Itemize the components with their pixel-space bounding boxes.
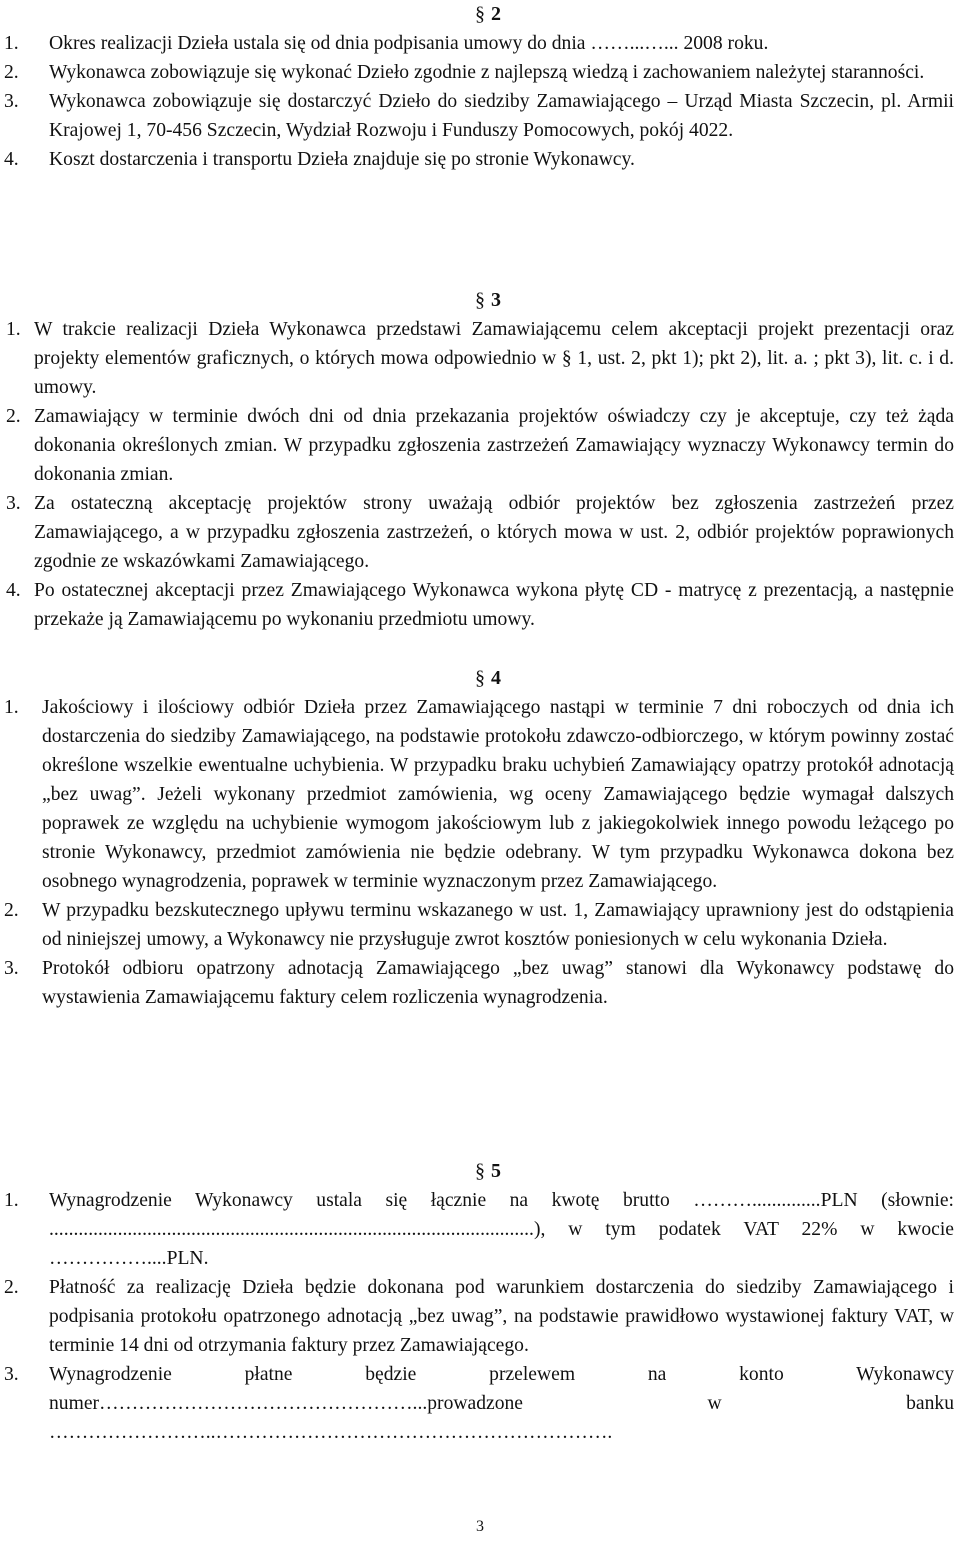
item-text: Wynagrodzenie Wykonawcy ustala się łącznie na kwotę brutto ………..............PLN (słownie: ...................................................................................................), w tym podatek VAT 22% w kwocie ……………....PLN. bbox=[49, 1190, 954, 1269]
item-number: 4. bbox=[4, 149, 19, 170]
list-item bbox=[0, 1273, 960, 1360]
item-number: 2. bbox=[4, 1277, 19, 1298]
section-number: 4 bbox=[491, 667, 501, 689]
item-number: 2. bbox=[4, 62, 19, 83]
list-item bbox=[0, 954, 960, 1012]
paragraph-symbol: § bbox=[475, 289, 485, 311]
section-number: 5 bbox=[491, 1160, 501, 1182]
section-2 bbox=[0, 0, 960, 174]
item-text: Po ostatecznej akceptacji przez Zmawiającego Wykonawca wykona płytę CD - matrycę z prezentacją, a następnie przekaże ją Zamawiającemu po wykonaniu przedmiotu umowy. bbox=[34, 580, 954, 630]
item-number: 1. bbox=[4, 1190, 19, 1211]
item-text: Płatność za realizację Dzieła będzie dokonana pod warunkiem dostarczenia do siedziby Zamawiającego i podpisania protokołu opatrzonego adnotacją „bez uwag”, na podstawie prawidłowo wystawionej faktury VAT, w terminie 14 dni od otrzymania faktury przez Zamawiającego. bbox=[49, 1277, 954, 1356]
list-item bbox=[0, 402, 960, 489]
section-heading bbox=[0, 0, 960, 29]
item-number: 1. bbox=[4, 33, 19, 54]
item-text: Zamawiający w terminie dwóch dni od dnia przekazania projektów oświadczy czy je akceptuje, czy też żąda dokonania określonych zmian. W przypadku zgłoszenia zastrzeżeń Zamawiający wyznaczy Wykonawcy termin do dokonania zmian. bbox=[34, 406, 954, 485]
section-number: 2 bbox=[491, 3, 501, 25]
item-text: Wykonawca zobowiązuje się dostarczyć Dzieło do siedziby Zamawiającego – Urząd Miasta Szczecin, pl. Armii Krajowej 1, 70-456 Szczecin, Wydział Rozwoju i Funduszy Pomocowych, pokój 4022. bbox=[49, 91, 954, 141]
list-item bbox=[0, 896, 960, 954]
item-number: 3. bbox=[4, 1364, 19, 1385]
section-heading bbox=[0, 664, 960, 693]
list-item bbox=[0, 29, 960, 58]
list-item bbox=[0, 693, 960, 896]
paragraph-symbol: § bbox=[475, 1160, 485, 1182]
section-number: 3 bbox=[491, 289, 501, 311]
list-item bbox=[0, 87, 960, 145]
section-5 bbox=[0, 1157, 960, 1447]
list-item bbox=[0, 489, 960, 576]
item-number: 4. bbox=[6, 580, 21, 601]
item-text: W trakcie realizacji Dzieła Wykonawca przedstawi Zamawiającemu celem akceptacji projekt prezentacji oraz projekty elementów graficznych, o których mowa odpowiednio w § 1, ust. 2, pkt 1); pkt 2), lit. a. ; pkt 3), lit. c. i d. umowy. bbox=[34, 319, 954, 398]
paragraph-symbol: § bbox=[475, 667, 485, 689]
section-heading bbox=[0, 286, 960, 315]
item-number: 2. bbox=[6, 406, 21, 427]
list-item bbox=[0, 145, 960, 174]
item-text: Wykonawca zobowiązuje się wykonać Dzieło zgodnie z najlepszą wiedzą i zachowaniem należytej staranności. bbox=[49, 62, 925, 83]
page-number: 3 bbox=[476, 1518, 484, 1535]
paragraph-symbol: § bbox=[475, 3, 485, 25]
section-4 bbox=[0, 664, 960, 1012]
section-items bbox=[0, 1186, 960, 1447]
list-item bbox=[0, 315, 960, 402]
section-3 bbox=[0, 286, 960, 634]
item-number: 1. bbox=[6, 319, 21, 340]
item-number: 3. bbox=[6, 493, 21, 514]
item-text: Okres realizacji Dzieła ustala się od dnia podpisania umowy do dnia ……...…... 2008 roku. bbox=[49, 33, 769, 54]
item-text: Wynagrodzenie płatne będzie przelewem na konto Wykonawcy numer…………………………………………...prowadzone w banku ……………………..……………………………………………………. bbox=[49, 1364, 954, 1443]
item-text: Protokół odbioru opatrzony adnotacją Zamawiającego „bez uwag” stanowi dla Wykonawcy podstawę do wystawienia Zamawiającemu faktury celem rozliczenia wynagrodzenia. bbox=[42, 958, 954, 1008]
section-heading bbox=[0, 1157, 960, 1186]
item-text: Koszt dostarczenia i transportu Dzieła znajduje się po stronie Wykonawcy. bbox=[49, 149, 635, 170]
item-number: 1. bbox=[4, 697, 19, 718]
list-item bbox=[0, 1186, 960, 1273]
list-item bbox=[0, 1360, 960, 1447]
item-text: Za ostateczną akceptację projektów strony uważają odbiór projektów bez zgłoszenia zastrzeżeń przez Zamawiającego, a w przypadku zgłoszenia zastrzeżeń, o których mowa w ust. 2, odbiór projektów poprawionych zgodnie ze wskazówkami Zamawiającego. bbox=[34, 493, 954, 572]
section-items bbox=[0, 693, 960, 1012]
item-text: W przypadku bezskutecznego upływu terminu wskazanego w ust. 1, Zamawiający uprawniony jest do odstąpienia od niniejszej umowy, a Wykonawcy nie przysługuje zwrot kosztów poniesionych w celu wykonania Dzieła. bbox=[42, 900, 954, 950]
list-item bbox=[0, 58, 960, 87]
item-number: 3. bbox=[4, 91, 19, 112]
item-number: 2. bbox=[4, 900, 19, 921]
item-number: 3. bbox=[4, 958, 19, 979]
section-items bbox=[0, 29, 960, 174]
list-item bbox=[0, 576, 960, 634]
section-items bbox=[0, 315, 960, 634]
item-text: Jakościowy i ilościowy odbiór Dzieła przez Zamawiającego nastąpi w terminie 7 dni roboczych od dnia ich dostarczenia do siedziby Zamawiającego, na podstawie protokołu zdawczo-odbiorczego, w którym powinny zostać określone wszelkie ewentualne uchybienia. W przypadku braku uchybień Zamawiający opatrzy protokół adnotacją „bez uwag”. Jeżeli wykonany przedmiot zamówienia, wg oceny Zamawiającego będzie wymagał dalszych poprawek ze względu na uchybienie wymogom jakościowym lub z jakiegokolwiek innego powodu leżącego po stronie Wykonawcy, przedmiot zamówienia nie będzie odebrany. W tym przypadku Wykonawca dokona bez osobnego wynagrodzenia, poprawek w terminie wyznaczonym przez Zamawiającego. bbox=[42, 697, 954, 892]
